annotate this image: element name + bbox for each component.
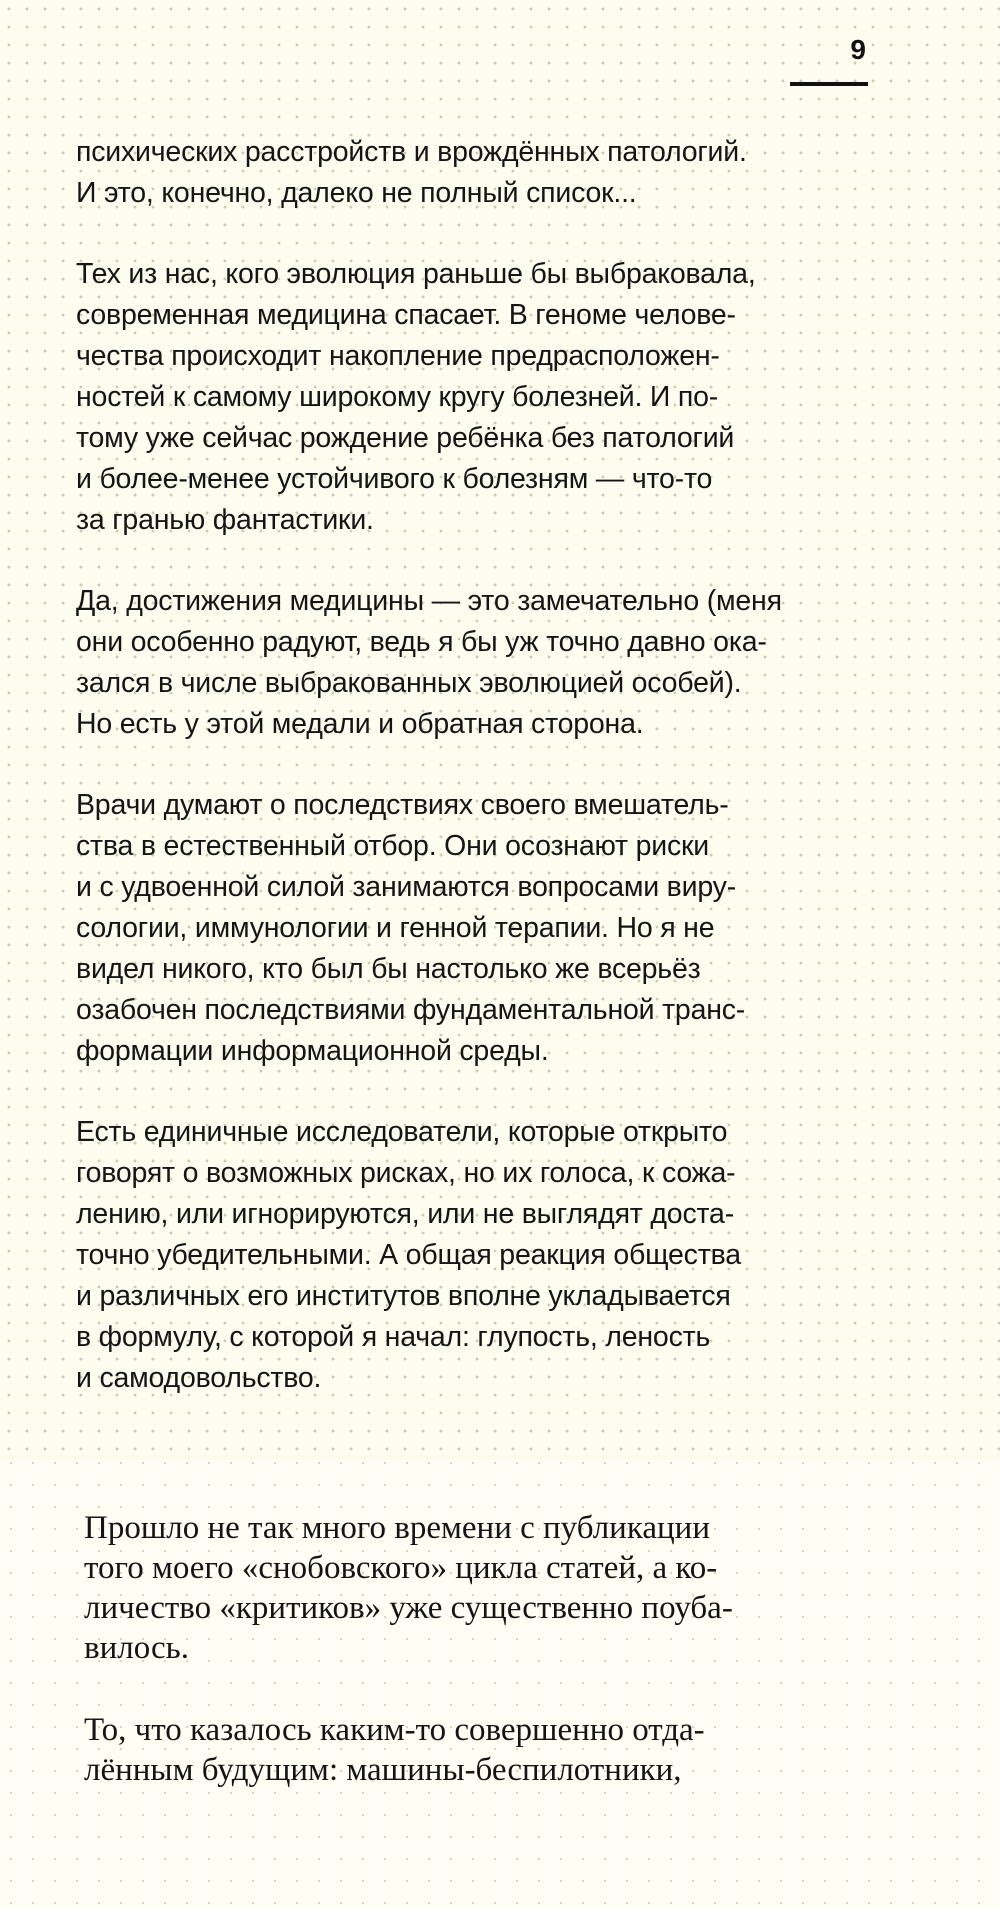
quote-line: они особенно радуют, ведь я бы уж точно давно ока- [76, 626, 767, 658]
body-line: лённым будущим: машины-беспилотники, [84, 1752, 682, 1788]
body-line: То, что казалось каким-то совершенно отда- [84, 1712, 705, 1748]
quote-line: Есть единичные исследователи, которые открыто [76, 1116, 728, 1148]
quote-line: Да, достижения медицины — это замечательно (меня [76, 585, 782, 617]
quote-paragraph [76, 785, 886, 1072]
page-number-rule [790, 82, 868, 86]
quote-line: точно убедительными. А общая реакция общества [76, 1239, 741, 1271]
quote-line: Но есть у этой медали и обратная сторона. [76, 708, 644, 740]
body-line: вилось. [84, 1630, 189, 1666]
quote-line: в формулу, с которой я начал: глупость, леность [76, 1321, 711, 1353]
quote-line: формации информационной среды. [76, 1035, 549, 1067]
shaded-quote-text [76, 132, 886, 1439]
quote-paragraph [76, 1112, 886, 1399]
quote-line: Тех из нас, кого эволюция раньше бы выбраковала, [76, 258, 756, 290]
quote-line: и с удвоенной силой занимаются вопросами виру- [76, 871, 737, 903]
quote-line: и самодовольство. [76, 1362, 322, 1394]
quote-line: зался в числе выбракованных эволюцией особей). [76, 667, 742, 699]
quote-line: и более-менее устойчивого к болезням — что-то [76, 463, 713, 495]
quote-line: психических расстройств и врождённых патологий. [76, 136, 747, 168]
body-paragraph [84, 1508, 884, 1668]
quote-line: ностей к самому широкому кругу болезней. И по- [76, 381, 719, 413]
quote-line: озабочен последствиями фундаментальной транс- [76, 994, 746, 1026]
quote-line: ства в естественный отбор. Они осознают риски [76, 830, 710, 862]
quote-line: тому уже сейчас рождение ребёнка без патологий [76, 422, 735, 454]
quote-line: сологии, иммунологии и генной терапии. Но я не [76, 912, 715, 944]
body-line: Прошло не так много времени с публикации [84, 1510, 710, 1546]
quote-paragraph [76, 254, 886, 541]
quote-line: чества происходит накопление предрасположен- [76, 340, 720, 372]
quote-line: Врачи думают о последствиях своего вмешатель- [76, 789, 729, 821]
quote-line: видел никого, кто был бы настолько же всерьёз [76, 953, 701, 985]
quote-paragraph [76, 581, 886, 745]
quote-line: и различных его институтов вполне укладывается [76, 1280, 731, 1312]
quote-line: говорят о возможных рисках, но их голоса, к сожа- [76, 1157, 736, 1189]
body-line: личество «критиков» уже существенно поуба- [84, 1590, 733, 1626]
quote-line: И это, конечно, далеко не полный список... [76, 177, 637, 209]
main-body-text [84, 1508, 884, 1832]
page-number: 9 [850, 34, 866, 65]
body-paragraph [84, 1710, 884, 1790]
quote-line: современная медицина спасает. В геноме челове- [76, 299, 736, 331]
quote-line: лению, или игнорируются, или не выглядят доста- [76, 1198, 734, 1230]
quote-paragraph [76, 132, 886, 214]
quote-line: за гранью фантастики. [76, 504, 374, 536]
body-line: того моего «снобовского» цикла статей, а ко- [84, 1550, 718, 1586]
